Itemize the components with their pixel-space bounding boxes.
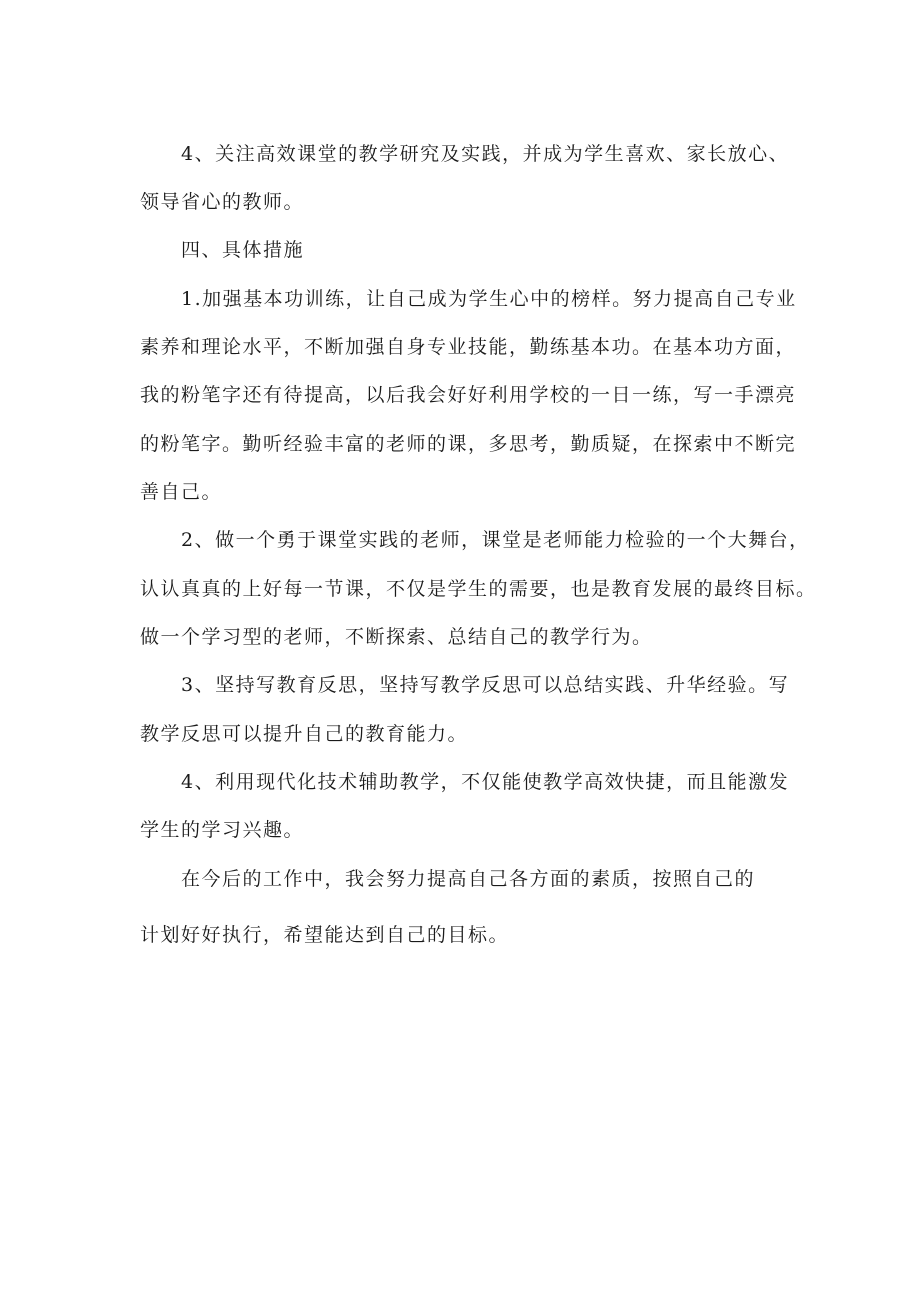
section-heading: 四、具体措施 [181, 239, 305, 261]
para-4-line-3: 做一个学习型的老师，不断探索、总结自己的教学行为。 [140, 626, 653, 648]
para-5-line-1: 3、坚持写教育反思，坚持写教学反思可以总结实践、升华经验。写 [181, 674, 790, 696]
para-7-line-1: 在今后的工作中，我会努力提高自己各方面的素质，按照自己的 [181, 868, 756, 890]
para-3-line-1: 1.加强基本功训练，让自己成为学生心中的榜样。努力提高自己专业 [181, 288, 797, 310]
para-6-line-2: 学生的学习兴趣。 [140, 819, 305, 841]
para-1-line-2: 领导省心的教师。 [140, 191, 305, 213]
para-3-line-4: 的粉笔字。勤听经验丰富的老师的课，多思考，勤质疑，在探索中不断完 [140, 433, 797, 455]
para-1-line-1: 4、关注高效课堂的教学研究及实践，并成为学生喜欢、家长放心、 [181, 143, 790, 165]
para-3-line-2: 素养和理论水平，不断加强自身专业技能，勤练基本功。在基本功方面， [140, 336, 797, 358]
para-6-line-1: 4、利用现代化技术辅助教学，不仅能使教学高效快捷，而且能激发 [181, 771, 790, 793]
para-3-line-5: 善自己。 [140, 481, 223, 503]
para-4-line-2: 认认真真的上好每一节课，不仅是学生的需要，也是教育发展的最终目标。 [140, 578, 817, 600]
para-7-line-2: 计划好好执行，希望能达到自己的目标。 [140, 924, 510, 946]
para-5-line-2: 教学反思可以提升自己的教育能力。 [140, 723, 469, 745]
para-3-line-3: 我的粉笔字还有待提高，以后我会好好利用学校的一日一练，写一手漂亮 [140, 384, 797, 406]
para-4-line-1: 2、做一个勇于课堂实践的老师，课堂是老师能力检验的一个大舞台， [181, 529, 810, 551]
